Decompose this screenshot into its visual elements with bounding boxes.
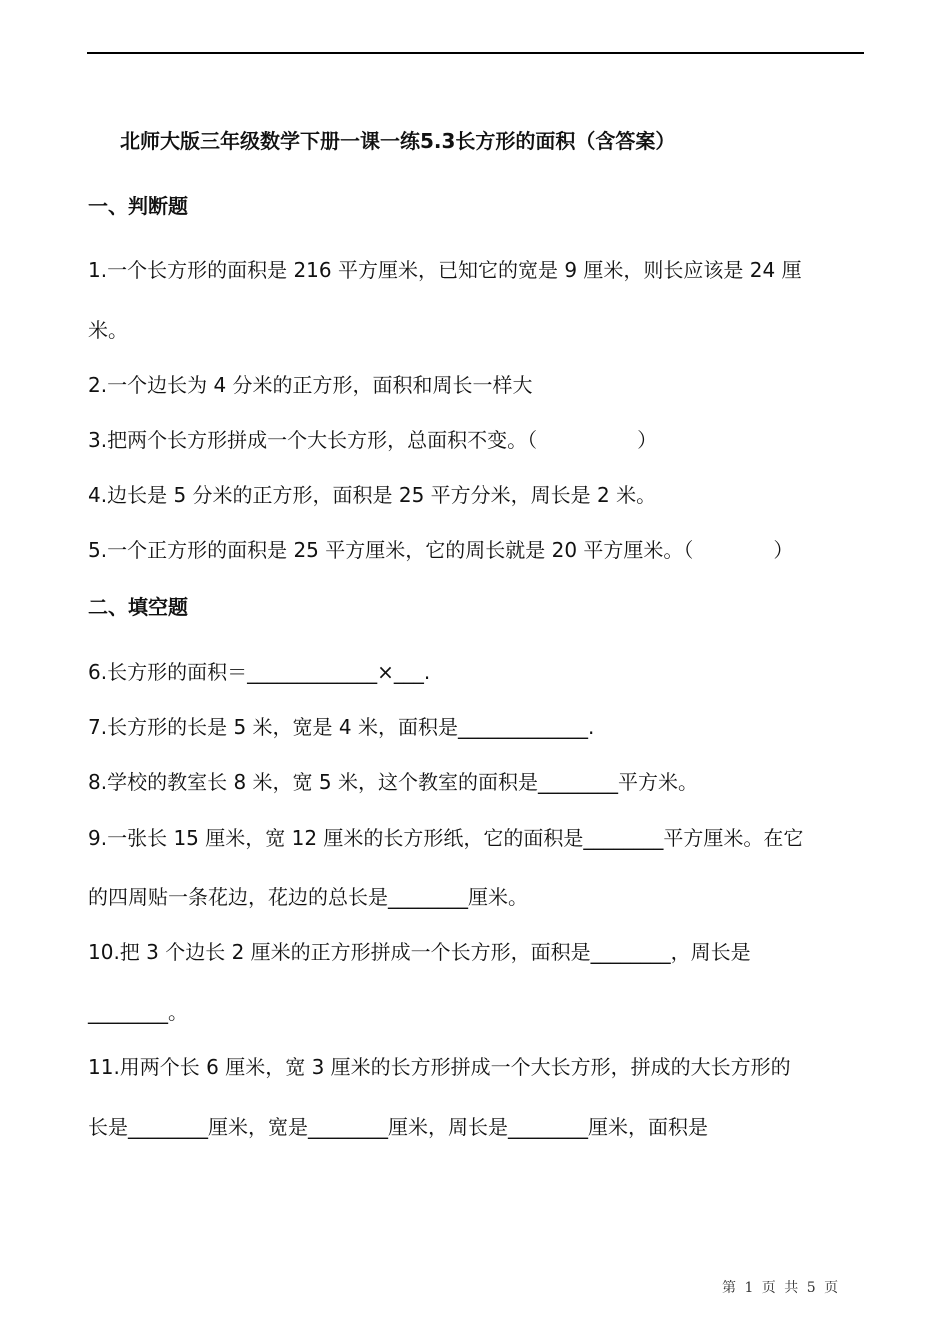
question-9: 9.一张长 15 厘米，宽 12 厘米的长方形纸，它的面积是________平方厘米。在它	[88, 826, 804, 850]
question-7: 7.长方形的长是 5 米，宽是 4 米，面积是_____________.	[88, 715, 595, 739]
question-11: 11.用两个长 6 厘米，宽 3 厘米的长方形拼成一个大长方形，拼成的大长方形的	[88, 1055, 791, 1079]
section-heading-judgement: 一、判断题	[88, 194, 188, 218]
question-3: 3.把两个长方形拼成一个大长方形，总面积不变。（ ）	[88, 428, 658, 452]
question-9-cont: 的四周贴一条花边，花边的总长是________厘米。	[88, 885, 528, 909]
question-2: 2.一个边长为 4 分米的正方形，面积和周长一样大	[88, 373, 533, 397]
page-number: 第 1 页 共 5 页	[722, 1280, 839, 1296]
question-6: 6.长方形的面积＝_____________×___.	[88, 660, 431, 684]
question-11-cont: 长是________厘米，宽是________厘米，周长是________厘米，面积是	[88, 1115, 708, 1139]
question-10-cont: ________。	[88, 1000, 188, 1024]
header-rule	[87, 52, 864, 54]
question-8: 8.学校的教室长 8 米，宽 5 米，这个教室的面积是________平方米。	[88, 770, 698, 794]
question-1: 1.一个长方形的面积是 216 平方厘米，已知它的宽是 9 厘米，则长应该是 24 厘	[88, 258, 802, 282]
section-heading-fill-blank: 二、填空题	[88, 595, 188, 619]
question-1-cont: 米。	[88, 318, 128, 342]
question-10: 10.把 3 个边长 2 厘米的正方形拼成一个长方形，面积是________，周长是	[88, 940, 751, 964]
document-title: 北师大版三年级数学下册一课一练5.3长方形的面积（含答案）	[120, 129, 676, 153]
question-5: 5.一个正方形的面积是 25 平方厘米，它的周长就是 20 平方厘米。（ ）	[88, 538, 794, 562]
question-4: 4.边长是 5 分米的正方形，面积是 25 平方分米，周长是 2 米。	[88, 483, 657, 507]
